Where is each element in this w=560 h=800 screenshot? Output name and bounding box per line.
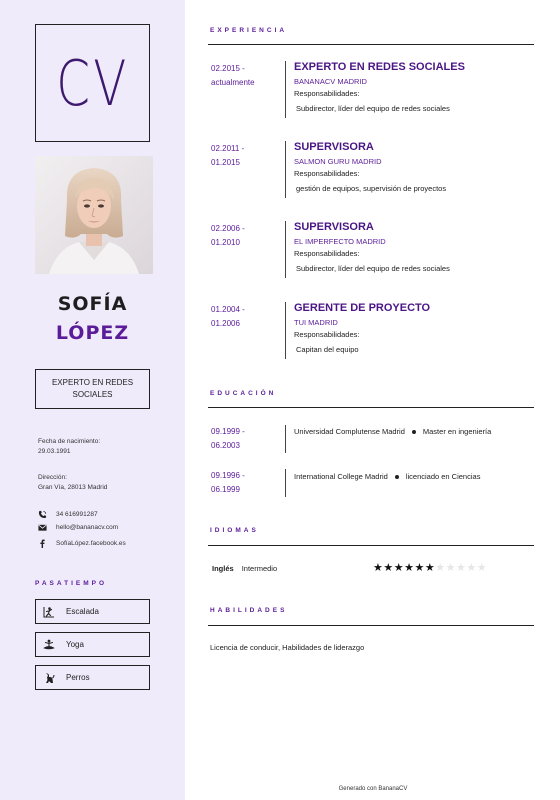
- hobbies-heading: PASATIEMPO: [35, 580, 108, 587]
- mail-icon: [38, 523, 47, 532]
- edu-text: [294, 472, 480, 481]
- skills-divider: [208, 625, 534, 626]
- education-divider: [208, 407, 534, 408]
- exp-desc: Subdirector, líder del equipo de redes sociales: [296, 264, 450, 273]
- edu-bar: [285, 469, 286, 497]
- sidebar: [0, 0, 185, 800]
- hobby-item-climbing: [35, 599, 150, 624]
- edu-date-end: 06.1999: [211, 485, 240, 494]
- exp-date-end: 01.2010: [211, 238, 240, 247]
- edu-date: [211, 425, 245, 453]
- star-empty-icon: ★: [445, 562, 456, 574]
- exp-title: EXPERTO EN REDES SOCIALES: [294, 61, 465, 73]
- facebook-icon: [38, 539, 47, 548]
- star-filled-icon: ★: [424, 562, 436, 574]
- address-value: Gran Vía, 28013 Madrid: [38, 484, 108, 491]
- exp-resp-label: Responsabilidades:: [294, 330, 360, 339]
- email-text[interactable]: hello@bananacv.com: [56, 523, 119, 531]
- exp-date: [211, 142, 244, 170]
- edu-date-start: 09.1996 -: [211, 471, 245, 480]
- cv-monogram: CV: [55, 46, 130, 120]
- edu-date-start: 09.1999 -: [211, 427, 245, 436]
- edu-degree: Master en ingeniería: [422, 427, 492, 436]
- contact-email: [38, 521, 118, 533]
- facebook-text[interactable]: SofíaLópez.facebook.es: [56, 539, 126, 547]
- birth-label: Fecha de nacimiento:: [38, 438, 101, 445]
- language-rating: [373, 561, 487, 574]
- birth-value: 29.03.1991: [38, 448, 71, 455]
- exp-date: [211, 303, 245, 331]
- star-empty-icon: ★: [476, 562, 488, 574]
- exp-date-end: 01.2015: [211, 158, 240, 167]
- hobby-label: Perros: [66, 673, 90, 682]
- languages-heading: IDIOMAS: [210, 527, 259, 534]
- star-empty-icon: ★: [456, 562, 467, 574]
- exp-date-end: actualmente: [211, 78, 255, 87]
- exp-date-start: 01.2004 -: [211, 305, 245, 314]
- exp-date-end: 01.2006: [211, 319, 240, 328]
- exp-date-start: 02.2015 -: [211, 64, 245, 73]
- yoga-icon: [43, 639, 55, 651]
- job-title-box: [35, 369, 150, 409]
- edu-text: [294, 427, 491, 436]
- languages-divider: [208, 545, 534, 546]
- phone-icon: [38, 510, 47, 519]
- edu-degree: licenciado en Ciencias: [405, 472, 481, 481]
- exp-desc: Capitan del equipo: [296, 345, 359, 354]
- bullet-dot: [412, 430, 416, 434]
- exp-title: SUPERVISORA: [294, 141, 374, 153]
- experience-divider: [208, 44, 534, 45]
- exp-company: EL IMPERFECTO MADRID: [294, 237, 386, 246]
- exp-resp-label: Responsabilidades:: [294, 249, 360, 258]
- exp-date-start: 02.2006 -: [211, 224, 245, 233]
- address-info: [38, 473, 107, 493]
- profile-photo: [35, 156, 153, 274]
- exp-date: [211, 222, 245, 250]
- birth-info: [38, 437, 100, 457]
- hobby-label: Yoga: [66, 640, 84, 649]
- address-label: Dirección:: [38, 474, 67, 481]
- exp-company: BANANACV MADRID: [294, 77, 367, 86]
- exp-date: [211, 62, 255, 90]
- hobby-label: Escalada: [66, 607, 99, 616]
- phone-text[interactable]: 34 616991287: [56, 510, 98, 518]
- exp-title: SUPERVISORA: [294, 221, 374, 233]
- footer-credit: Generado con BananaCV: [338, 786, 408, 792]
- hobby-item-dogs: [35, 665, 150, 690]
- language-name: Inglés: [212, 564, 234, 573]
- exp-resp-label: Responsabilidades:: [294, 89, 360, 98]
- exp-title: GERENTE DE PROYECTO: [294, 302, 431, 314]
- cv-monogram-box: [35, 24, 150, 142]
- exp-desc: gestión de equipos, supervisión de proyectos: [296, 184, 447, 193]
- exp-bar: [285, 141, 286, 198]
- exp-company: SALMON GURU MADRID: [294, 157, 382, 166]
- skills-text: Licencia de conducir, Habilidades de liderazgo: [210, 643, 365, 652]
- education-heading: EDUCACIÓN: [210, 390, 277, 397]
- contact-facebook: [38, 537, 126, 549]
- star-filled-icon: ★: [393, 562, 405, 574]
- exp-desc: Subdirector, líder del equipo de redes sociales: [296, 104, 450, 113]
- edu-school: Universidad Complutense Madrid: [294, 427, 405, 436]
- hobby-item-yoga: [35, 632, 150, 657]
- edu-bar: [285, 425, 286, 453]
- exp-resp-label: Responsabilidades:: [294, 169, 360, 178]
- edu-date-end: 06.2003: [211, 441, 240, 450]
- skills-heading: HABILIDADES: [210, 607, 288, 614]
- bullet-dot: [395, 475, 399, 479]
- exp-bar: [285, 221, 286, 278]
- contact-phone: [38, 508, 98, 520]
- star-filled-icon: ★: [404, 562, 415, 574]
- job-title: EXPERTO EN REDES SOCIALES: [51, 378, 134, 399]
- exp-bar: [285, 61, 286, 118]
- star-empty-icon: ★: [435, 562, 446, 574]
- language-level: Intermedio: [241, 564, 278, 573]
- edu-date: [211, 469, 245, 497]
- edu-school: International College Madrid: [294, 472, 388, 481]
- language-item: [212, 564, 277, 573]
- climbing-icon: [43, 606, 55, 618]
- star-filled-icon: ★: [373, 562, 384, 574]
- exp-company: TUI MADRID: [294, 318, 338, 327]
- star-filled-icon: ★: [383, 562, 394, 574]
- exp-bar: [285, 302, 286, 359]
- dog-icon: [43, 672, 55, 684]
- first-name: SOFÍA: [57, 293, 128, 315]
- experience-heading: EXPERIENCIA: [210, 27, 288, 34]
- last-name: LÓPEZ: [55, 322, 130, 344]
- portrait-image: [35, 156, 153, 274]
- star-filled-icon: ★: [414, 562, 425, 574]
- exp-date-start: 02.2011 -: [211, 144, 245, 153]
- star-empty-icon: ★: [466, 562, 477, 574]
